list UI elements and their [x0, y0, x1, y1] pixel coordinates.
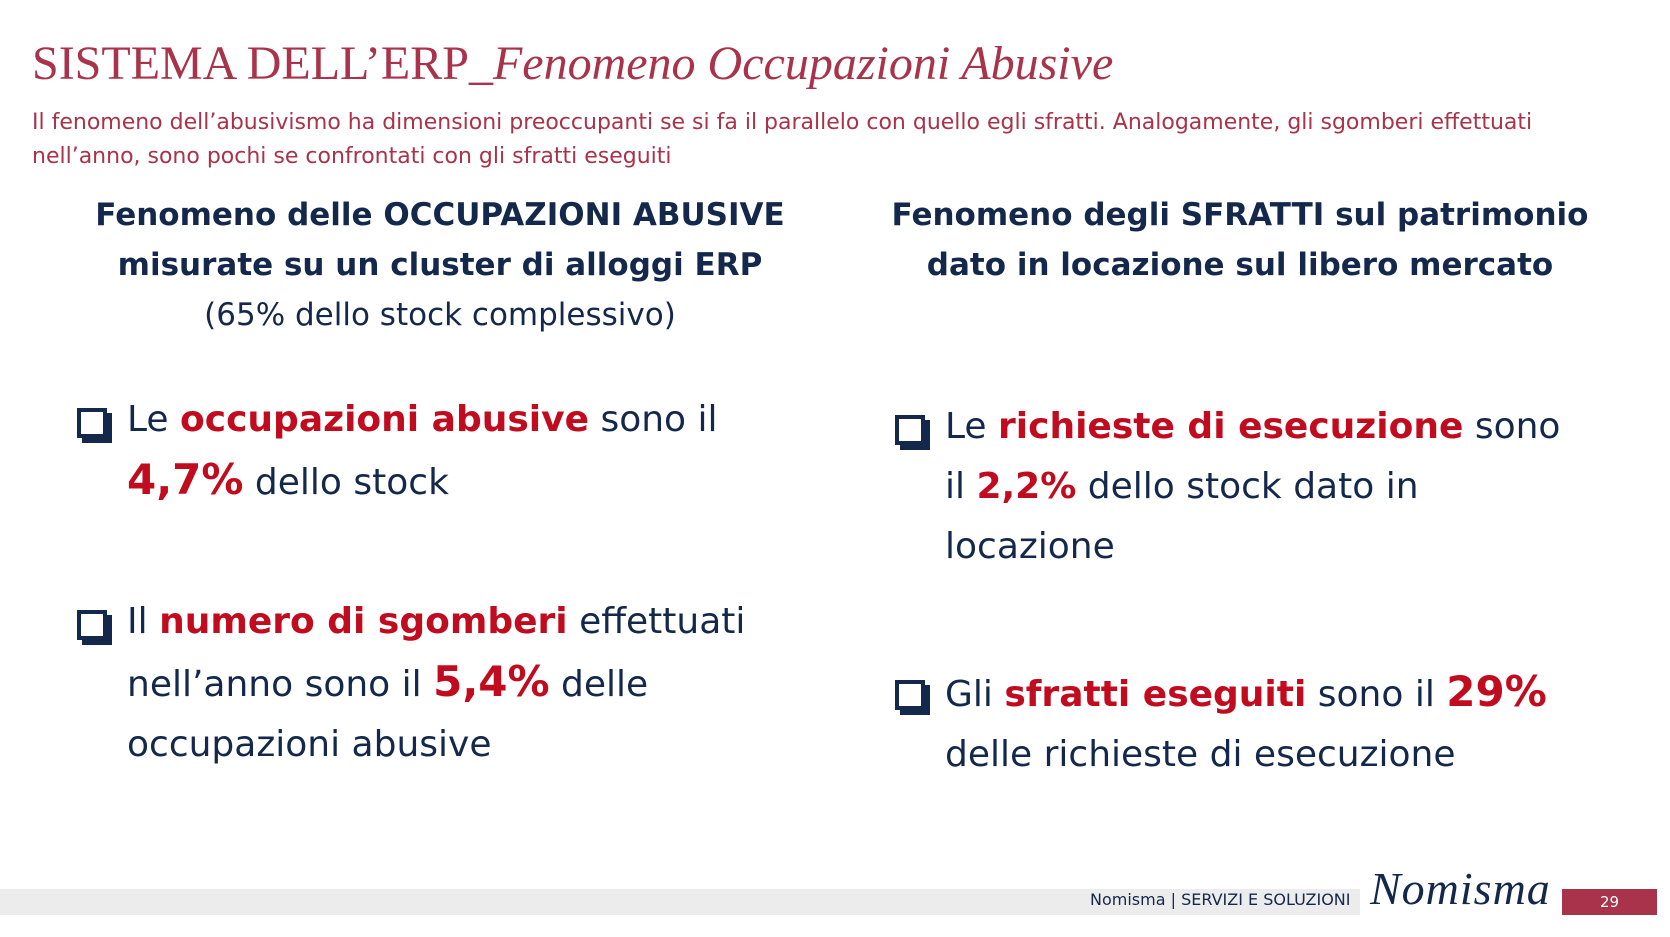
page-subtitle: Il fenomeno dell’abusivismo ha dimensioni preoccupanti se si fa il parallelo con quello egli sfratti. Analogamente, gli sgomberi effettuati nell’anno, sono pochi se confrontati con gli sfratti eseguiti — [32, 110, 1533, 169]
bullet-text — [127, 390, 777, 513]
right-heading-line1: Fenomeno degli SFRATTI sul patrimonio — [891, 197, 1589, 233]
bullet-mid: effettuati nell’anno sono il — [127, 601, 746, 705]
left-bullet-occupazioni — [77, 390, 777, 513]
bullet-value: 2,2% — [976, 466, 1077, 507]
bullet-mid: sono il — [589, 399, 718, 440]
checkbox-square-icon — [895, 415, 925, 445]
bullet-highlight: sfratti eseguiti — [1004, 674, 1307, 715]
left-heading-line3: (65% dello stock complessivo) — [204, 297, 676, 333]
bullet-text — [127, 592, 797, 775]
bullet-post: dello stock dato in locazione — [945, 466, 1419, 567]
bullet-pre: Le — [945, 406, 999, 447]
right-column-heading — [840, 190, 1640, 290]
checkbox-square-icon — [77, 610, 107, 640]
checkbox-square-icon — [895, 680, 925, 710]
page-title — [32, 36, 1113, 91]
right-heading-line2: dato in locazione sul libero mercato — [926, 247, 1554, 283]
bullet-text — [945, 662, 1585, 785]
bullet-post: delle richieste di esecuzione — [945, 734, 1456, 775]
bullet-value: 4,7% — [127, 455, 244, 504]
footer-text: Nomisma | SERVIZI E SOLUZIONI — [1090, 890, 1351, 909]
left-column-heading — [40, 190, 840, 340]
bullet-value: 5,4% — [433, 657, 550, 706]
bullet-text — [945, 397, 1585, 577]
bullet-highlight: numero di sgomberi — [159, 601, 568, 642]
bullet-highlight: occupazioni abusive — [180, 399, 589, 440]
bullet-highlight: richieste di esecuzione — [998, 406, 1464, 447]
bullet-mid: sono il — [1306, 674, 1447, 715]
nomisma-logo: Nomisma — [1370, 863, 1551, 914]
bullet-pre: Le — [127, 399, 181, 440]
left-bullet-sgomberi — [77, 592, 797, 775]
bullet-post: dello stock — [243, 462, 449, 503]
bullet-post: delle occupazioni abusive — [127, 664, 649, 765]
bullet-mid: sono il — [945, 406, 1561, 507]
title-main: SISTEMA DELL’ERP_ — [32, 37, 493, 90]
title-italic: Fenomeno Occupazioni Abusive — [492, 37, 1114, 90]
page-number: 29 — [1562, 889, 1657, 915]
right-bullet-richieste — [895, 397, 1585, 577]
left-heading-line1: Fenomeno delle OCCUPAZIONI ABUSIVE — [95, 197, 785, 233]
bullet-pre: Il — [127, 601, 160, 642]
bullet-pre: Gli — [945, 674, 1005, 715]
left-heading-line2: misurate su un cluster di alloggi ERP — [117, 247, 763, 283]
bullet-value: 29% — [1446, 667, 1547, 716]
checkbox-square-icon — [77, 408, 107, 438]
right-bullet-sfratti — [895, 662, 1585, 785]
